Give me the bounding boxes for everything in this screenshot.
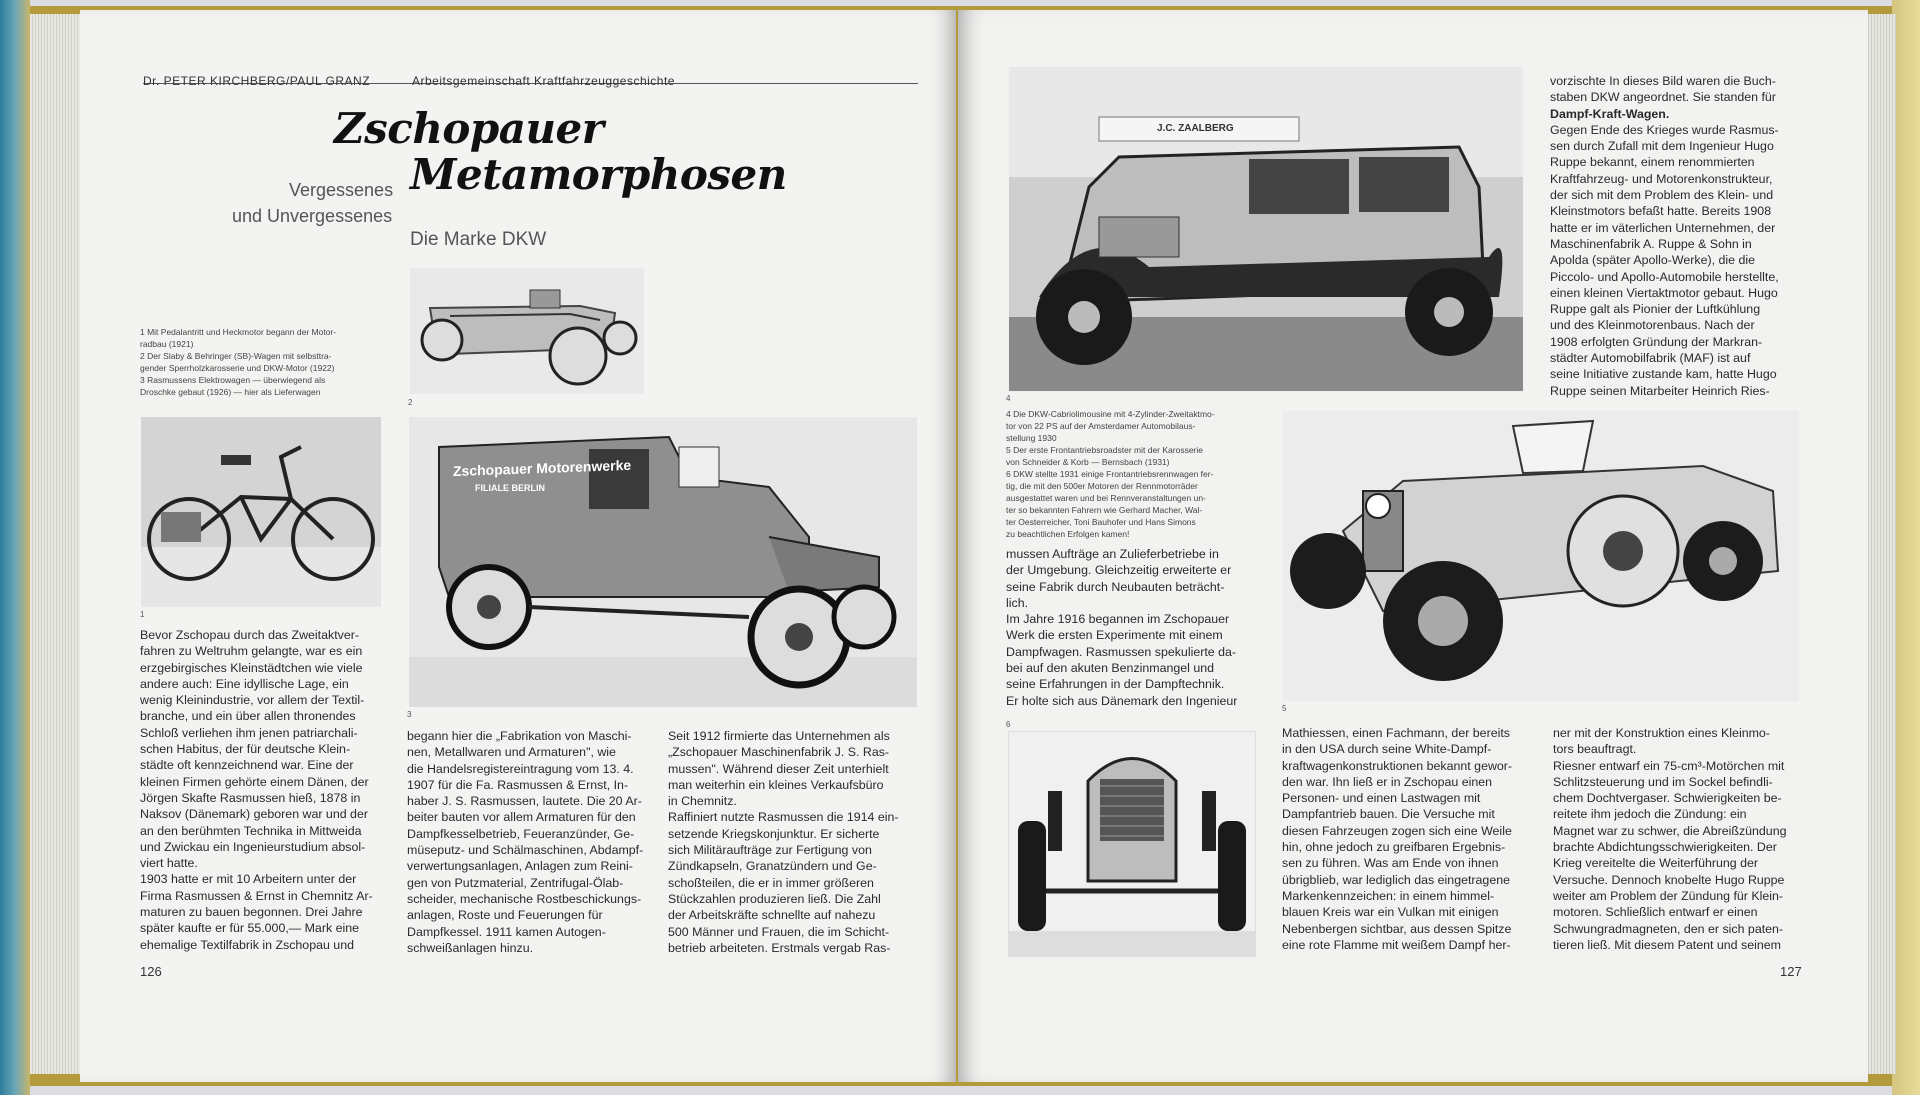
text-line: scheider, mechanische Rostbeschickungs- [407, 891, 642, 906]
text-line: vorzischte In dieses Bild waren die Buch- [1550, 74, 1776, 88]
caption-line: stellung 1930 [1006, 433, 1057, 443]
text-line: branche, und ein über allen thronendes [140, 709, 356, 724]
van-lettering-2: FILIALE BERLIN [475, 483, 545, 493]
text-line: 1903 hatte er mit 10 Arbeitern unter der [140, 872, 357, 887]
text-line: Dampfwagen. Rasmussen spekulierte da- [1006, 644, 1237, 659]
photo-number-2: 2 [408, 398, 413, 407]
text-line: setzende Kriegskonjunktur. Er sicherte [668, 826, 880, 841]
caption-line: radbau (1921) [140, 339, 194, 349]
header-series: Arbeitsgemeinschaft Kraftfahrzeuggeschichte [412, 74, 675, 88]
photo-rennwagen [1008, 731, 1256, 957]
header-authors: Dr. PETER KIRCHBERG/PAUL GRANZ [143, 74, 371, 88]
text-line: brachte Abdichtungsschwierigkeiten. Der [1553, 840, 1777, 855]
text-line: städter Automobilfabrik (MAF) ist auf [1550, 351, 1751, 366]
text-line: anlagen, Roste und Feuerungen für [407, 908, 603, 923]
text-line: in den USA durch seine White-Dampf- [1282, 742, 1492, 757]
text-line: begann hier die „Fabrikation von Maschi- [407, 729, 632, 743]
text-line: einen kleinen Viertaktmotor gebaut. Hugo [1550, 285, 1778, 300]
text-line: kleinen Firmen gehörte einem Dänen, der [140, 774, 369, 789]
text-line: maturen zu bauen begonnen. Drei Jahre [140, 905, 363, 920]
text-line: bei auf den akuten Benzinmangel und [1006, 661, 1215, 676]
text-column-2 [407, 728, 643, 956]
text-line: Kraftfahrzeug- und Motorenkonstrukteur, [1550, 171, 1773, 186]
text-line: viert hatte. [140, 856, 198, 871]
text-column-mid-top [1006, 546, 1260, 709]
text-line: Seit 1912 firmierte das Unternehmen als [668, 729, 890, 743]
text-column-3 [668, 728, 918, 956]
text-line: Schloß verliehen ihm jenen patriarchali- [140, 725, 358, 740]
photo-number-4: 4 [1006, 394, 1011, 403]
text-line: der Arbeitskräfte schnellte auf nahezu [668, 908, 876, 923]
text-line: Versuche. Dennoch knobelte Hugo Ruppe [1553, 872, 1785, 887]
text-line: Dampfkessel. 1911 kamen Autogen- [407, 924, 606, 939]
text-line: die Handelsregistereintragung vom 13. 4. [407, 761, 634, 776]
text-line: tors beauftragt. [1553, 742, 1637, 757]
photo-sb-wagen [410, 268, 644, 394]
caption-line: 6 DKW stellte 1931 einige Frontantriebsrennwagen fer- [1006, 469, 1214, 479]
text-line: Apolda (später Apollo-Werke), die die [1550, 253, 1756, 268]
text-line: Schwungradmagneten, den er sich paten- [1553, 921, 1784, 936]
text-line: weiter am Problem der Zündung für Klein- [1553, 888, 1784, 903]
text-line: nen, Metallwaren und Armaturen", wie [407, 745, 616, 760]
text-line: an den berühmten Technika in Mittweida [140, 823, 362, 838]
text-line: haber J. S. Rasmussen, lautete. Die 20 Ar- [407, 794, 642, 809]
captions-left [140, 326, 384, 398]
text-line: seine Fabrik durch Neubauten beträcht- [1006, 579, 1225, 594]
text-line: schoßteilen, die er in immer größeren [668, 875, 874, 890]
text-line: 1908 erfolgten Gründung der Markran- [1550, 334, 1763, 349]
text-line: Er holte sich aus Dänemark den Ingenieur [1006, 693, 1238, 708]
text-column-bottom-mid [1282, 725, 1536, 953]
text-line: Maschinenfabrik A. Ruppe & Sohn in [1550, 236, 1752, 251]
text-line: kraftwagenkonstruktionen bekannt gewor- [1282, 758, 1513, 773]
text-line: mussen Aufträge an Zulieferbetriebe in [1006, 547, 1219, 561]
text-line: Markenkennzeichen: in einem himmel- [1282, 888, 1495, 903]
text-line: motoren. Schließlich entwarf er einen [1553, 905, 1758, 920]
title-line-2: Metamorphosen [410, 150, 787, 199]
text-line: der sich mit dem Problem des Klein- und [1550, 188, 1774, 203]
text-line: Naksov (Dänemark) geboren war und der [140, 807, 368, 822]
photo-cabriolimousine [1009, 67, 1523, 391]
text-line: sen durch Zufall mit dem Ingenieur Hugo [1550, 139, 1774, 154]
text-line: Dampfkesselbetrieb, Feueranzünder, Ge- [407, 826, 635, 841]
text-line: „Zschopauer Maschinenfabrik J. S. Ras- [668, 745, 890, 760]
caption-line: tor von 22 PS auf der Amsterdamer Automobilaus- [1006, 421, 1196, 431]
photo-roadster [1283, 411, 1799, 701]
van-lettering-1: Zschopauer Motorenwerke [453, 456, 632, 480]
caption-line: ter Oesterreicher, Toni Bauhofer und Hans Simons [1006, 517, 1196, 527]
text-line: Ruppe galt als Pionier der Luftkühlung [1550, 302, 1761, 317]
text-line: städte oft kennzeichnend war. Eine der [140, 758, 354, 773]
text-line: Raffiniert nutzte Rasmussen die 1914 ein- [668, 810, 899, 825]
text-line: blauen Kreis war ein Vulkan mit einigen [1282, 905, 1499, 920]
text-column-1 [140, 627, 380, 953]
text-line: Bevor Zschopau durch das Zweitaktver- [140, 628, 359, 642]
text-line: Personen- und einen Lastwagen mit [1282, 791, 1481, 806]
text-line: betrieb arbeiteten. Erstmals vergab Ras- [668, 940, 891, 955]
text-column-bottom-right [1553, 725, 1803, 953]
text-line: sich Militäraufträge zur Fertigung von [668, 843, 872, 858]
text-line: Riesner entwarf ein 75-cm³-Motörchen mit [1553, 758, 1785, 773]
caption-line: 1 Mit Pedalantritt und Heckmotor begann der Motor- [140, 327, 337, 337]
caption-line: ter so bekannten Fahrern wie Gerhard Macher, Wal- [1006, 505, 1203, 515]
text-line: später kaufte er für 55.000,— Mark eine [140, 921, 360, 936]
caption-line: ausgestattet waren und bei Rennveranstaltungen un- [1006, 493, 1206, 503]
text-line: reitete ihm jedoch die Zündung: ein [1553, 807, 1747, 822]
text-line: Mathiessen, einen Fachmann, der bereits [1282, 726, 1510, 740]
text-line: Werk die ersten Experimente mit einem [1006, 628, 1223, 643]
text-line: den war. Ihn ließ er in Zschopau einen [1282, 774, 1493, 789]
text-line: lich. [1006, 595, 1029, 610]
text-line: mussen". Während dieser Zeit unterhielt [668, 761, 889, 776]
text-line: hin, ohne jedoch zu greifbaren Ergebnis- [1282, 840, 1506, 855]
text-line: Schlitzsteuerung und im Sockel befindli- [1553, 774, 1773, 789]
caption-line: von Schneider & Korb — Bernsbach (1931) [1006, 457, 1170, 467]
subtitle-line-2: und Unvergessenes [232, 206, 393, 226]
text-line: Krieg vereitelte die Weiterführung der [1553, 856, 1759, 871]
photo-number-1: 1 [140, 610, 145, 619]
text-line: Firma Rasmussen & Ernst in Chemnitz Ar- [140, 888, 373, 903]
text-line: Ruppe bekannt, einem renommierten [1550, 155, 1755, 170]
text-line: Gegen Ende des Krieges wurde Rasmus- [1550, 122, 1779, 137]
title-line-1: Zschopauer [334, 104, 604, 153]
caption-line: gender Sperrholzkarosserie und DKW-Motor (1922) [140, 363, 335, 373]
text-line: und Zwickau ein Ingenieurstudium absol- [140, 839, 366, 854]
text-line: diesen Fahrzeugen zogen sich eine Weile [1282, 823, 1512, 838]
text-line: müseputz- und Schälmaschinen, Abdampf- [407, 843, 643, 858]
text-line: Stückzahlen produzieren ließ. Die Zahl [668, 891, 881, 906]
text-line: Nebenbergen sichtbar, aus dessen Spitze [1282, 921, 1512, 936]
brand-heading: Die Marke DKW [410, 229, 547, 250]
caption-line: tig, die mit den 500er Motoren der Rennmotorräder [1006, 481, 1198, 491]
text-line: Kleinstmotors befaßt hatte. Bereits 1908 [1550, 204, 1772, 219]
text-line: verwertungsanlagen, Anlagen zum Reini- [407, 859, 633, 874]
text-line: eine rote Flamme mit weißem Dampf her- [1282, 937, 1511, 952]
text-line: 500 Männer und Frauen, die im Schicht- [668, 924, 890, 939]
text-line: und des Kleinmotorenbaus. Nach der [1550, 318, 1755, 333]
text-column-top-right [1550, 73, 1800, 399]
text-line: Zündkapseln, Granatzündern und Ge- [668, 859, 877, 874]
text-line: seine Erfahrungen in der Dampftechnik. [1006, 677, 1225, 692]
photo-number-3: 3 [407, 710, 412, 719]
text-line: schweißanlagen hinzu. [407, 940, 534, 955]
captions-right [1006, 408, 1266, 540]
photo-number-5: 5 [1282, 704, 1287, 713]
text-line: tieren ließ. Mit diesem Patent und seinem [1553, 937, 1781, 952]
photo-number-6: 6 [1006, 720, 1011, 729]
text-line: Dampf-Kraft-Wagen. [1550, 106, 1670, 121]
text-line: seine Initiative zustande kam, hatte Hugo [1550, 367, 1777, 382]
text-line: Jörgen Skafte Rasmussen hieß, 1878 in [140, 790, 361, 805]
page-number-left: 126 [140, 964, 162, 979]
text-line: chem Dochtvergaser. Schwierigkeiten be- [1553, 791, 1782, 806]
text-line: Piccolo- und Apollo-Automobile herstellte, [1550, 269, 1779, 284]
text-line: hatte er im väterlichen Unternehmen, der [1550, 220, 1776, 235]
cover-edge-right [1892, 0, 1920, 1095]
text-line: fahren zu Weltruhm gelangte, war es ein [140, 644, 363, 659]
text-line: staben DKW angeordnet. Sie standen für [1550, 90, 1776, 105]
text-line: ehemalige Textilfabrik in Zschopau und [140, 937, 354, 952]
text-line: man weiterhin ein kleines Verkaufsbüro [668, 777, 884, 792]
text-line: schen Habitus, der für deutsche Klein- [140, 742, 351, 757]
text-line: Dampfantrieb bauen. Die Versuche mit [1282, 807, 1495, 822]
text-line: ner mit der Konstruktion eines Kleinmo- [1553, 726, 1770, 740]
caption-line: 2 Der Slaby & Behringer (SB)-Wagen mit selbsttra- [140, 351, 332, 361]
text-line: der Umgebung. Gleichzeitig erweiterte er [1006, 563, 1232, 578]
text-line: Ruppe seinen Mitarbeiter Heinrich Ries- [1550, 383, 1770, 398]
text-line: gen von Putzmaterial, Zentrifugal-Ölab- [407, 875, 624, 890]
text-line: übrigblieb, war lediglich das eingetragene [1282, 872, 1510, 887]
showroom-sign: J.C. ZAALBERG [1157, 123, 1234, 134]
text-line: wenig Kleinindustrie, vor allem der Textil- [140, 693, 365, 708]
caption-line: 4 Die DKW-Cabriolimousine mit 4-Zylinder-Zweitaktmo- [1006, 409, 1215, 419]
text-line: 1907 für die Fa. Rasmussen & Ernst, In- [407, 777, 629, 792]
cover-spine-edge-left [0, 0, 30, 1095]
caption-line: 5 Der erste Frontantriebsroadster mit der Karosserie [1006, 445, 1203, 455]
text-line: sen zu führen. Was am Ende von ihnen [1282, 856, 1499, 871]
caption-line: Droschke gebaut (1926) — hier als Lieferwagen [140, 387, 321, 397]
page-number-right: 127 [1780, 964, 1802, 979]
text-line: Magnet war zu schwer, die Abreißzündung [1553, 823, 1787, 838]
text-line: erzgebirgisches Kleinstädtchen wie viele [140, 660, 363, 675]
subtitle-line-1: Vergessenes [289, 180, 394, 200]
caption-line: zu beachtlichen Erfolgen kamen! [1006, 529, 1130, 539]
photo-motorrad [141, 417, 381, 607]
photo-elektrowagen [409, 417, 917, 707]
text-line: andere auch: Eine idyllische Lage, ein [140, 676, 349, 691]
text-line: beiter bauten vor allem Armaturen für den [407, 810, 636, 825]
text-line: Im Jahre 1916 begannen im Zschopauer [1006, 612, 1230, 627]
text-line: in Chemnitz. [668, 794, 737, 809]
caption-line: 3 Rasmussens Elektrowagen — überwiegend als [140, 375, 326, 385]
